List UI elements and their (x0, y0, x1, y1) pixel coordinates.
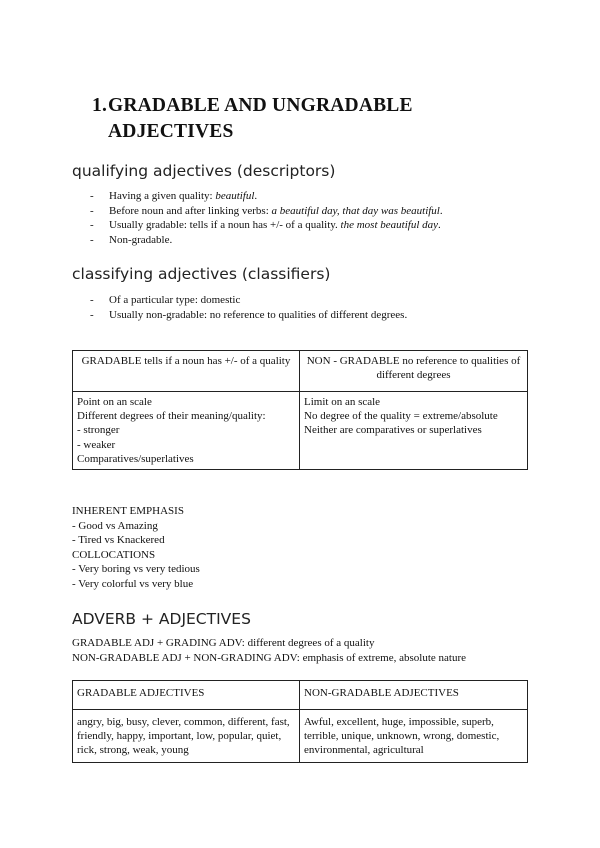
note-line: COLLOCATIONS (72, 548, 156, 561)
list-item: - Usually non-gradable: no reference to qualities of different degrees. (90, 308, 408, 321)
list-item: - Non-gradable. (90, 233, 173, 246)
table-cell: angry, big, busy, clever, common, different, fast, friendly, happy, important, low, popular, quiet, rick, strong, weak, young (73, 710, 300, 763)
note-line: GRADABLE ADJ + GRADING ADV: different degrees of a quality (72, 637, 375, 649)
note-line: - Tired vs Knackered (72, 534, 165, 547)
list-item: - Usually gradable: tells if a noun has +/- of a quality. the most beautiful day. (90, 219, 441, 231)
classifying-heading: classifying adjectives (classifiers) (72, 265, 331, 283)
adverb-heading: ADVERB + ADJECTIVES (72, 610, 251, 628)
emphasis-notes (72, 504, 200, 592)
table-row (73, 710, 528, 763)
table-header-cell: GRADABLE tells if a noun has +/- of a quality (73, 351, 300, 392)
gradable-comparison-table (72, 350, 528, 470)
note-line: - Good vs Amazing (72, 519, 158, 532)
table-cell: Awful, excellent, huge, impossible, superb, terrible, unique, unknown, wrong, domestic, environmental, agricultural (300, 710, 528, 763)
list-item: - Before noun and after linking verbs: a beautiful day, that day was beautiful. (90, 204, 443, 217)
table-header-row (73, 351, 528, 392)
table-header-cell: NON-GRADABLE ADJECTIVES (300, 681, 528, 710)
note-line: - Very colorful vs very blue (72, 577, 194, 590)
title-number: 1. (92, 95, 108, 116)
page-title (92, 93, 512, 145)
list-item: - Having a given quality: beautiful. (90, 190, 258, 202)
qualifying-heading: qualifying adjectives (descriptors) (72, 162, 336, 180)
note-line: INHERENT EMPHASIS (72, 505, 184, 517)
adjective-examples-table (72, 680, 528, 763)
qualifying-list (90, 189, 443, 247)
list-item: - Of a particular type: domestic (90, 294, 241, 306)
table-cell: Point on an scale Different degrees of their meaning/quality: - stronger - weaker Comparatives/superlatives (73, 392, 300, 470)
table-header-cell: GRADABLE ADJECTIVES (73, 681, 300, 710)
note-line: NON-GRADABLE ADJ + NON-GRADING ADV: emphasis of extreme, absolute nature (72, 651, 466, 664)
adverb-notes (72, 636, 466, 665)
classifying-list (90, 293, 407, 322)
table-cell: Limit on an scale No degree of the quality = extreme/absolute Neither are comparatives or superlatives (300, 392, 528, 470)
title-text: GRADABLE AND UNGRADABLE ADJECTIVES (108, 95, 413, 142)
note-line: - Very boring vs very tedious (72, 563, 200, 576)
table-header-row (73, 681, 528, 710)
table-row (73, 392, 528, 470)
table-header-cell: NON - GRADABLE no reference to qualities of different degrees (300, 351, 528, 392)
